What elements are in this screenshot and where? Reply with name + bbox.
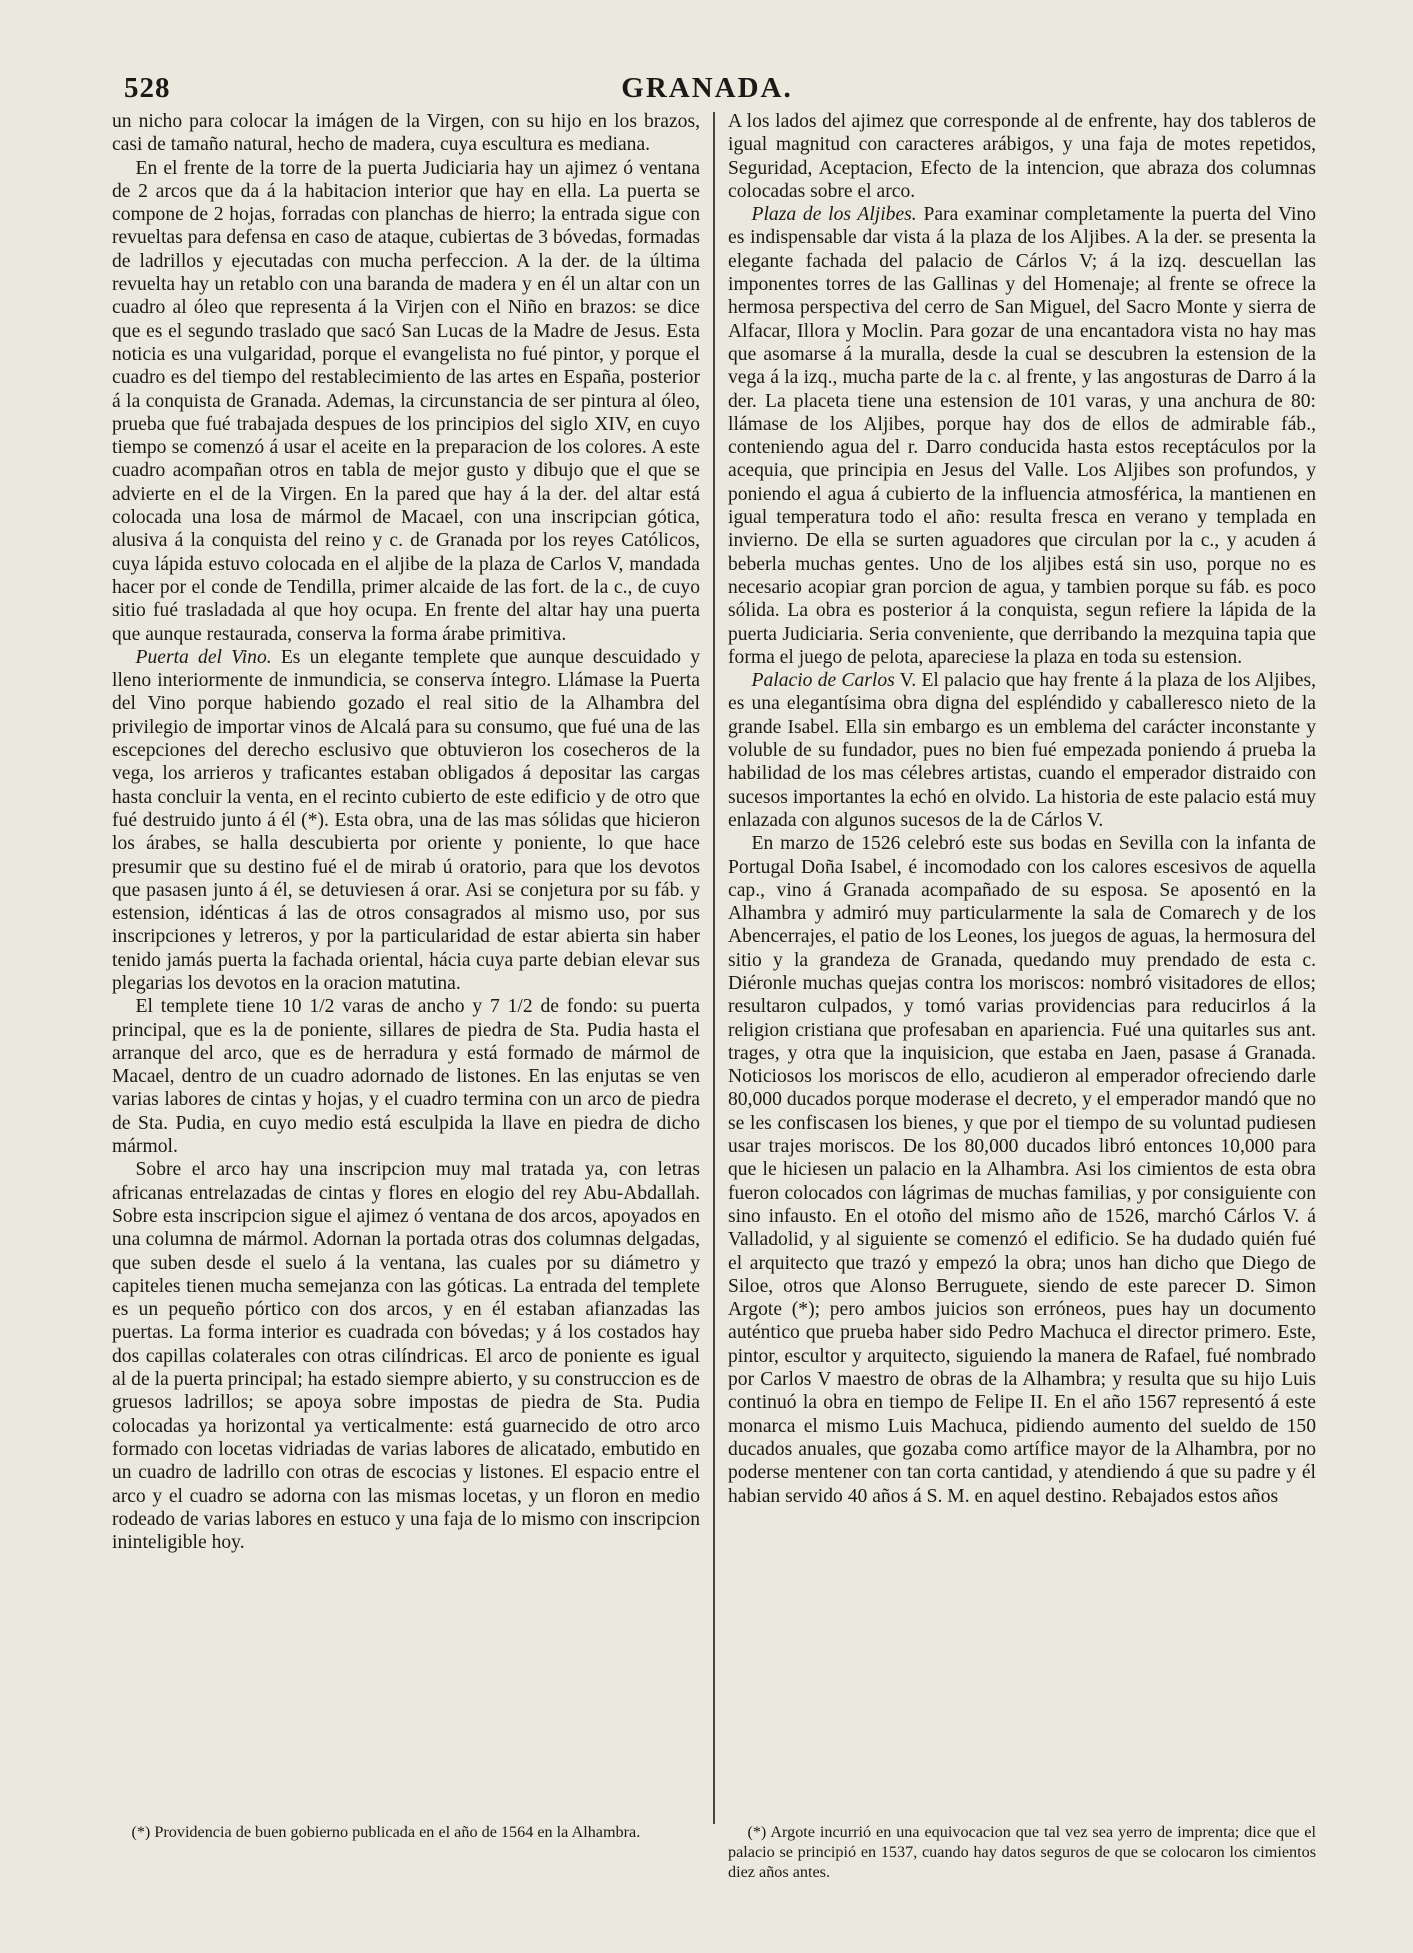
left-text-column	[112, 110, 700, 1554]
paragraph-text: un nicho para colocar la imágen de la Virgen, con su hijo en los brazos, casi de tamaño natural, hecho de madera, cuya escultura es mediana.	[112, 111, 700, 156]
page-header	[112, 72, 1302, 108]
page-number: 528	[124, 72, 171, 104]
paragraph-text: En el frente de la torre de la puerta Judiciaria hay un ajimez ó ventana de 2 arcos que da á la habitacion interior que hay en ella. La puerta se compone de 2 hojas, forradas con planchas de hierro; la entrada sigue con revueltas para defensa en caso de ataque, cubiertas de 3 bóvedas, formadas de ladrillos y ejecutadas con mucha perfeccion. A la der. de la última revuelta hay un retablo con una baranda de madera y en él un altar con un cuadro al óleo que representa á la Virjen con el Niño en brazos: se dice que es el segundo traslado que sacó San Lucas de la Madre de Jesus. Esta noticia es una vulgaridad, porque el evangelista no fué pintor, y porque el cuadro es del tiempo del restablecimiento de las artes en España, posterior á la conquista de Granada. Ademas, la circunstancia de ser pintura al óleo, prueba que fué trabajada despues de los principios del siglo XIV, en cuyo tiempo se comenzó á usar el aceite en la preparacion de los colores. A este cuadro acompañan otros en tabla de mejor gusto y dibujo que el que se advierte en el de la Virgen. En la pared que hay á la der. del altar está colocada una losa de mármol de Macael, con una inscripcian gótica, alusiva á la conquista del reino y c. de Granada por los reyes Católicos, cuya lápida estuvo colocada en el aljibe de la plaza de Carlos V, mandada hacer por el conde de Tendilla, primer alcaide de las fort. de la c., de cuyo sitio fué trasladada al que hoy ocupa. En frente del altar hay una puerta que aunque restaurada, conserva la forma árabe primitiva.	[112, 157, 700, 645]
paragraph	[112, 157, 700, 646]
column-divider	[713, 112, 715, 1824]
footnote-left-text: (*) Providencia de buen gobierno publicada en el año de 1564 en la Alhambra.	[131, 1823, 641, 1841]
paragraph	[112, 995, 700, 1158]
paragraph-text: Sobre el arco hay una inscripcion muy mal tratada ya, con letras africanas entrelazadas de cintas y flores en elogio del rey Abu-Abdallah. Sobre esta inscripcion sigue el ajimez ó ventana de dos arcos, apoyados en una columna de mármol. Adornan la portada otras dos columnas delgadas, que suben desde el suelo á la ventana, las cuales por su diámetro y capiteles tienen mucha semejanza con las góticas. La entrada del templete es un pequeño pórtico con dos arcos, y en él estaban afianzadas las puertas. La forma interior es cuadrada con bóvedas; y á los costados hay dos capillas colaterales con otras cilíndricas. El arco de poniente es igual al de la puerta principal; ha estado siempre abierto, y su construccion es de gruesos ladrillos; se apoya sobre impostas de piedra de Sta. Pudia colocadas ya horizontal ya verticalmente: está guarnecido de otro arco formado con locetas vidriadas de varias labores de alicatado, embutido en un cuadro de ladrillo con otras de escocias y listones. El espacio entre el arco y el cuadro se adorna con las mismas locetas, y un floron en medio rodeado de varias labores en estuco y una faja de lo mismo con inscripcion ininteligible hoy.	[112, 1159, 700, 1554]
footnote-left	[112, 1822, 700, 1842]
paragraph	[728, 832, 1316, 1508]
paragraph-text: V. El palacio que hay frente á la plaza de los Aljibes, es una elegantísima obra digna del espléndido y caballeresco nieto de la grande Isabel. Ella sin embargo es un emblema del carácter inconstante y voluble de su fundador, pues no bien fué empezada poniendo á prueba la habilidad de los mas célebres artistas, cuando el emperador distraido con sucesos importantes la echó en olvido. La historia de este palacio está muy enlazada con algunos sucesos de la de Cárlos V.	[728, 670, 1316, 831]
section-heading: Palacio de Carlos	[751, 670, 895, 692]
paragraph	[728, 110, 1316, 203]
right-text-column	[728, 110, 1316, 1508]
paragraph-text: A los lados del ajimez que corresponde al de enfrente, hay dos tableros de igual magnitud con caracteres arábigos, y una faja de motes repetidos, Seguridad, Aceptacion, Efecto de la intencion, que abraza dos columnas colocadas sobre el arco.	[728, 111, 1316, 202]
paragraph	[728, 203, 1316, 669]
paragraph	[112, 646, 700, 995]
paragraph-text: El templete tiene 10 1/2 varas de ancho y 7 1/2 de fondo: su puerta principal, que es la de poniente, sillares de piedra de Sta. Pudia hasta el arranque del arco, que es de herradura y está formado de mármol de Macael, dentro de un cuadro adornado de listones. En las enjutas se ven varias labores de cintas y hojas, y el cuadro termina con un arco de piedra de Sta. Pudia, en cuyo medio está esculpida la llave en piedra de dicho mármol.	[112, 996, 700, 1158]
paragraph	[728, 669, 1316, 832]
section-heading: Puerta del Vino.	[135, 646, 272, 668]
footnote-right-text: (*) Argote incurrió en una equivocacion que tal vez sea yerro de imprenta; dice que el palacio se principió en 1537, cuando hay datos seguros de que se colocaron los cimientos diez años antes.	[728, 1823, 1316, 1881]
paragraph-text: Es un elegante templete que aunque descuidado y lleno interiormente de inmundicia, se conserva íntegro. Llámase la Puerta del Vino porque habiendo gozado el real sitio de la Alhambra del privilegio de importar vinos de Alcalá para su consumo, que fué una de las escepciones del derecho esclusivo que obtuvieron los cosecheros de la vega, los arrieros y traficantes estaban obligados á depositar las cargas hasta concluir la venta, en el recinto cubierto de este edificio y de otro que fué destruido junto á él (*). Esta obra, una de las mas sólidas que hicieron los árabes, se halla descubierta por oriente y poniente, lo que hace presumir que su destino fué el de mirab ú oratorio, para que los devotos que pasasen junto á él, se detuviesen á orar. Asi se conjetura por su fáb. y estension, idénticas á las de otros consagrados al mismo uso, por sus inscripciones y letreros, y por la particularidad de estar abierta sin haber tenido jamás puerta la fachada oriental, hácia cuya parte debian elevar sus plegarias los devotos en la oracion matutina.	[112, 646, 700, 994]
paragraph-text: Para examinar completamente la puerta del Vino es indispensable dar vista á la plaza de los Aljibes. A la der. se presenta la elegante fachada del palacio de Cárlos V; á la izq. descuellan las imponentes torres de las Gallinas y del Homenaje; al frente se ofrece la hermosa perspectiva del cerro de San Miguel, del Sacro Monte y sierra de Alfacar, Illora y Moclin. Para gozar de una encantadora vista no hay mas que asomarse á la muralla, desde la cual se descubren la estension de la vega á la izq., mucha parte de la c. al frente, y las angosturas de Darro á la der. La placeta tiene una estension de 101 varas, y una anchura de 80: llámase de los Aljibes, porque hay dos de ellos de admirable fáb., conteniendo agua del r. Darro conducida hasta estos receptáculos por la acequia, que principia en Jesus del Valle. Los Aljibes son profundos, y poniendo el agua á cubierto de la influencia atmosférica, la mantienen en igual temperatura todo el año: resulta fresca en verano y templada en invierno. De ella se surten aguadores que circulan por la c., y acuden á beberla muchas gentes. Uno de los aljibes está sin uso, porque no es necesario acopiar gran porcion de agua, y tambien porque su fáb. es poco sólida. La obra es posterior á la conquista, segun refiere la lápida de la puerta Judiciaria. Seria conveniente, que derribando la mezquina tapia que forma el juego de pelota, apareciese la plaza en toda su estension.	[728, 204, 1316, 668]
running-title: GRANADA.	[621, 72, 793, 104]
footnote-right	[728, 1822, 1316, 1882]
paragraph-text: En marzo de 1526 celebró este sus bodas en Sevilla con la infanta de Portugal Doña Isabel, é incomodado con los calores escesivos de aquella cap., vino á Granada acompañado de su esposa. Se aposentó en la Alhambra y admiró muy particularmente la sala de Comarech y de los Abencerrajes, el patio de los Leones, los juegos de aguas, la hermosura del sitio y la grandeza de Granada, quedando muy prendado de esta c. Diéronle muchas quejas contra los moriscos: nombró visitadores de ellos; resultaron culpados, y tomó varias providencias para reducirlos á la religion cristiana que profesaban en apariencia. Fué una quitarles sus ant. trages, y otra que la inquisicion, que estaba en Jaen, pasase á Granada. Noticiosos los moriscos de ello, acudieron al emperador ofreciendo darle 80,000 ducados porque moderase el decreto, y el emperador mandó que no se les confiscasen los bienes, y que por el tiempo de su voluntad pudiesen usar trajes moriscos. De los 80,000 ducados libró entonces 10,000 para que le hiciesen un palacio en la Alhambra. Asi los cimientos de esta obra fueron colocados con lágrimas de muchas familias, y por consiguiente con sino infausto. En el otoño del mismo año de 1526, marchó Cárlos V. á Valladolid, y al siguiente se comenzó el edificio. Se ha dudado quién fué el arquitecto que trazó y empezó la obra; unos han dicho que Diego de Siloe, otros que Alonso Berruguete, siendo de este parecer D. Simon Argote (*); pero ambos juicios son erróneos, pues hay un documento auténtico que prueba haber sido Pedro Machuca el director primero. Este, pintor, escultor y arquitecto, siguiendo la manera de Rafael, fué nombrado por Carlos V maestro de obras de la Alhambra; y resulta que su hijo Luis continuó la obra en tiempo de Felipe II. En el año 1567 representó á este monarca el mismo Luis Machuca, pidiendo aumento del sueldo de 150 ducados anuales, que gozaba como artífice mayor de la Alhambra, por no poderse mentener con tan corta cantidad, y atendiendo á que su padre y él habian servido 40 años á S. M. en aquel destino. Rebajados estos años	[728, 833, 1316, 1507]
paragraph	[112, 110, 700, 157]
paragraph	[112, 1158, 700, 1554]
section-heading: Plaza de los Aljibes.	[751, 204, 917, 226]
